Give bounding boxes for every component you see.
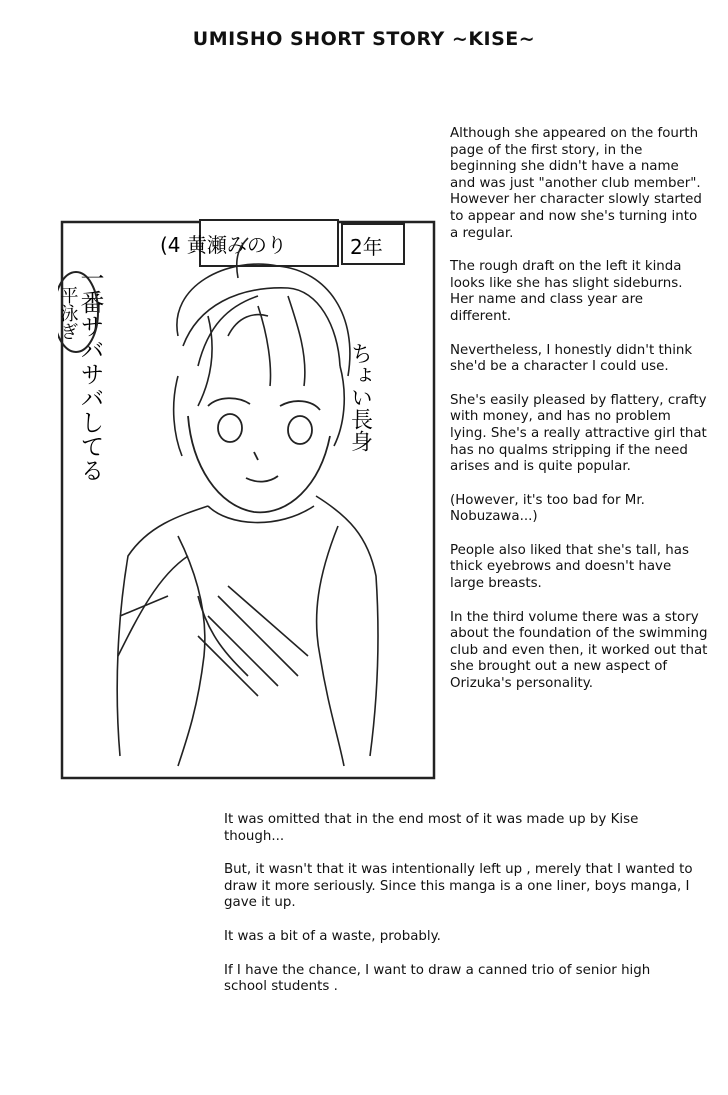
left-vertical-text: 一番サバサバしてる [76, 266, 104, 482]
hair-sketch [174, 238, 350, 456]
paragraph: The rough draft on the left it kinda looks like she has slight sideburns. Her name and class year are different. [450, 259, 683, 324]
face-sketch [188, 398, 330, 512]
body-sketch [117, 496, 378, 766]
grade-box-text: 2年 [350, 235, 383, 259]
paragraph: But, it wasn't that it was intentionally left up , merely that I wanted to draw it more seriously. Since this manga is a one liner, boys manga, I gave it up. [224, 862, 693, 911]
paragraph: It was omitted that in the end most of it was made up by Kise though... [224, 812, 639, 844]
right-vertical-text: ちょい長身 [347, 342, 373, 452]
paragraph: Nevertheless, I honestly didn't think she'd be a character I could use. [450, 342, 693, 375]
paragraph: It was a bit of a waste, probably. [224, 928, 441, 944]
left-circle-text: 平泳ぎ [58, 286, 79, 340]
bottom-text-column [224, 812, 694, 1013]
name-box-text: (4 黄瀬みのり [160, 233, 287, 257]
paragraph: People also liked that she's tall, has thick eyebrows and doesn't have large breasts. [450, 542, 689, 592]
paragraph: If I have the chance, I want to draw a canned trio of senior high school students . [224, 962, 651, 995]
page-title: UMISHO SHORT STORY ~KISE~ [192, 28, 536, 50]
character-sketch [58, 216, 438, 782]
paragraph: In the third volume there was a story about the foundation of the swimming club and even then, it worked out that she brought out a new aspect of Orizuka's personality. [450, 609, 708, 692]
right-text-column [450, 126, 708, 710]
paragraph: Although she appeared on the fourth page of the first story, in the beginning she didn't have a name and was just "another club member". However her character slowly started to appear and now she's turning into a regular. [450, 126, 702, 241]
paragraph: (However, it's too bad for Mr. Nobuzawa...) [450, 492, 645, 525]
paragraph: She's easily pleased by flattery, crafty with money, and has no problem lying. She's a really attractive girl that has no qualms stripping if the need arises and is quite popular. [450, 392, 707, 475]
